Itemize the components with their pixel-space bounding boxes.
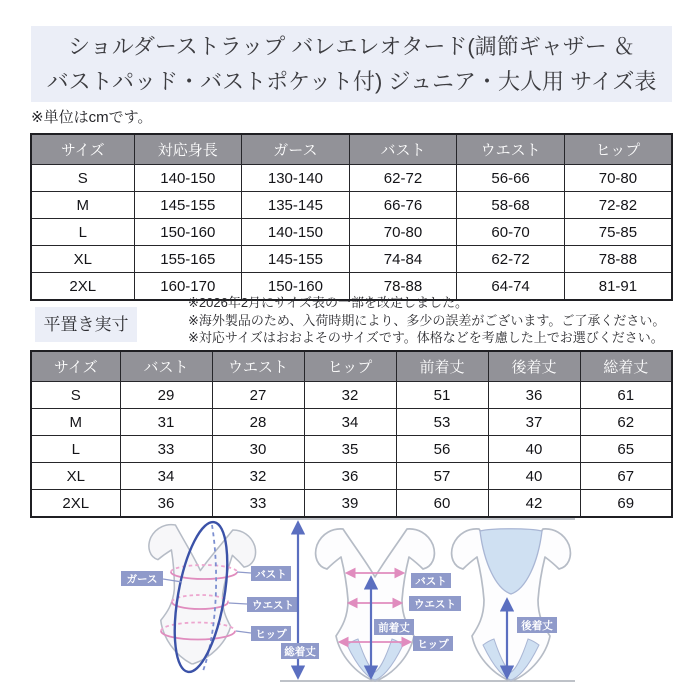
table-cell: 70-80: [564, 165, 672, 192]
flat-measure-heading: 平置き実寸: [35, 307, 137, 342]
table-cell: XL: [31, 463, 120, 490]
svg-text:前着丈: 前着丈: [378, 622, 410, 634]
table-row: [31, 165, 672, 192]
table-cell: 130-140: [242, 165, 350, 192]
front-length-label: [374, 619, 414, 635]
bust-label: [251, 566, 291, 581]
table-cell: 34: [120, 463, 212, 490]
table-cell: 58-68: [457, 192, 565, 219]
column-header: ヒップ: [564, 134, 672, 165]
page-title-line1: ショルダーストラップ バレエレオタード(調節ギャザー ＆: [68, 34, 635, 59]
note-line: ※対応サイズはおおよそのサイズです。体格などを考慮した上でお選びください。: [188, 330, 664, 345]
bust-label: [411, 573, 451, 588]
table-cell: 60-70: [457, 219, 565, 246]
table-cell: 140-150: [242, 219, 350, 246]
table-cell: 57: [396, 463, 488, 490]
table-cell: 150-160: [242, 273, 350, 301]
note-line: ※2026年2月にサイズ表の一部を改定しました。: [188, 295, 469, 310]
column-header: ヒップ: [304, 351, 396, 382]
table-cell: 150-160: [134, 219, 242, 246]
hip-label: [251, 626, 291, 641]
svg-text:バスト: バスト: [255, 568, 287, 581]
flat-measurements-table: [30, 350, 673, 518]
waist-label: [409, 596, 461, 611]
table-cell: 40: [488, 463, 580, 490]
note-line: ※海外製品のため、入荷時期により、多少の誤差がございます。ご了承ください。: [188, 312, 666, 328]
table-cell: 69: [580, 490, 672, 518]
table-cell: 28: [212, 409, 304, 436]
leotard-back-figure: [452, 529, 571, 681]
table-cell: 37: [488, 409, 580, 436]
column-header: サイズ: [31, 351, 120, 382]
svg-text:ヒップ: ヒップ: [417, 638, 449, 651]
table-row: [31, 436, 672, 463]
table-cell: 32: [212, 463, 304, 490]
column-header: 対応身長: [134, 134, 242, 165]
svg-text:バスト: バスト: [415, 575, 447, 588]
table-cell: S: [31, 382, 120, 409]
table-cell: 140-150: [134, 165, 242, 192]
table-cell: 42: [488, 490, 580, 518]
table-cell: 35: [304, 436, 396, 463]
unit-note: ※単位はcmです。: [31, 109, 153, 126]
table-cell: 160-170: [134, 273, 242, 301]
table-cell: 60: [396, 490, 488, 518]
table-cell: 51: [396, 382, 488, 409]
leotard-measurement-diagram: [0, 505, 700, 700]
table-cell: 32: [304, 382, 396, 409]
table-cell: 67: [580, 463, 672, 490]
column-header: サイズ: [31, 134, 134, 165]
back-length-label: [517, 617, 557, 633]
table-row: [31, 409, 672, 436]
notes-block: [188, 294, 665, 347]
svg-text:ガース: ガース: [126, 573, 158, 586]
table-cell: 27: [212, 382, 304, 409]
table-cell: 2XL: [31, 490, 120, 518]
table-cell: 29: [120, 382, 212, 409]
svg-text:ヒップ: ヒップ: [255, 628, 287, 641]
page-title: [31, 26, 672, 102]
table-cell: 62-72: [457, 246, 565, 273]
table-cell: 66-76: [349, 192, 457, 219]
svg-text:総着丈: 総着丈: [284, 646, 316, 658]
table-row: [31, 463, 672, 490]
table-header-row: [31, 351, 672, 382]
hip-label: [413, 636, 453, 651]
column-header: ウエスト: [212, 351, 304, 382]
table-cell: 145-155: [242, 246, 350, 273]
column-header: 後着丈: [488, 351, 580, 382]
page-title-line2: バストパッド・バストポケット付) ジュニア・大人用 サイズ表: [46, 69, 657, 94]
table-cell: L: [31, 219, 134, 246]
size-range-table: [30, 133, 673, 301]
table-cell: 74-84: [349, 246, 457, 273]
column-header: バスト: [349, 134, 457, 165]
table-cell: 72-82: [564, 192, 672, 219]
svg-text:ウエスト: ウエスト: [252, 599, 294, 612]
table-row: [31, 219, 672, 246]
svg-text:ウエスト: ウエスト: [414, 598, 456, 611]
leotard-girth-figure: [121, 518, 299, 676]
table-cell: 53: [396, 409, 488, 436]
table-cell: 65: [580, 436, 672, 463]
table-cell: M: [31, 409, 120, 436]
table-cell: 81-91: [564, 273, 672, 301]
table-cell: 33: [120, 436, 212, 463]
table-cell: 36: [120, 490, 212, 518]
column-header: ウエスト: [457, 134, 565, 165]
table-cell: 62: [580, 409, 672, 436]
table-cell: 155-165: [134, 246, 242, 273]
table-cell: 33: [212, 490, 304, 518]
table-cell: 75-85: [564, 219, 672, 246]
column-header: ガース: [242, 134, 350, 165]
table-cell: L: [31, 436, 120, 463]
table-cell: 78-88: [564, 246, 672, 273]
table-cell: 78-88: [349, 273, 457, 301]
column-header: バスト: [120, 351, 212, 382]
table-cell: M: [31, 192, 134, 219]
table-row: [31, 382, 672, 409]
waist-label: [247, 597, 299, 612]
table-cell: 135-145: [242, 192, 350, 219]
table-cell: 70-80: [349, 219, 457, 246]
table-header-row: [31, 134, 672, 165]
table-cell: 56-66: [457, 165, 565, 192]
column-header: 総着丈: [580, 351, 672, 382]
table-cell: 56: [396, 436, 488, 463]
table-cell: 61: [580, 382, 672, 409]
leotard-front-figure: [316, 529, 461, 681]
table-row: [31, 246, 672, 273]
table-cell: 36: [304, 463, 396, 490]
table-cell: 64-74: [457, 273, 565, 301]
table-cell: 62-72: [349, 165, 457, 192]
table-cell: 30: [212, 436, 304, 463]
table-cell: 145-155: [134, 192, 242, 219]
total-length-label: [281, 643, 319, 659]
table-cell: S: [31, 165, 134, 192]
column-header: 前着丈: [396, 351, 488, 382]
svg-text:後着丈: 後着丈: [521, 620, 553, 632]
table-row: [31, 192, 672, 219]
table-cell: 40: [488, 436, 580, 463]
girth-label: [121, 571, 163, 586]
table-cell: 36: [488, 382, 580, 409]
table-cell: 34: [304, 409, 396, 436]
table-cell: 2XL: [31, 273, 134, 301]
table-cell: 31: [120, 409, 212, 436]
table-cell: 39: [304, 490, 396, 518]
table-cell: XL: [31, 246, 134, 273]
